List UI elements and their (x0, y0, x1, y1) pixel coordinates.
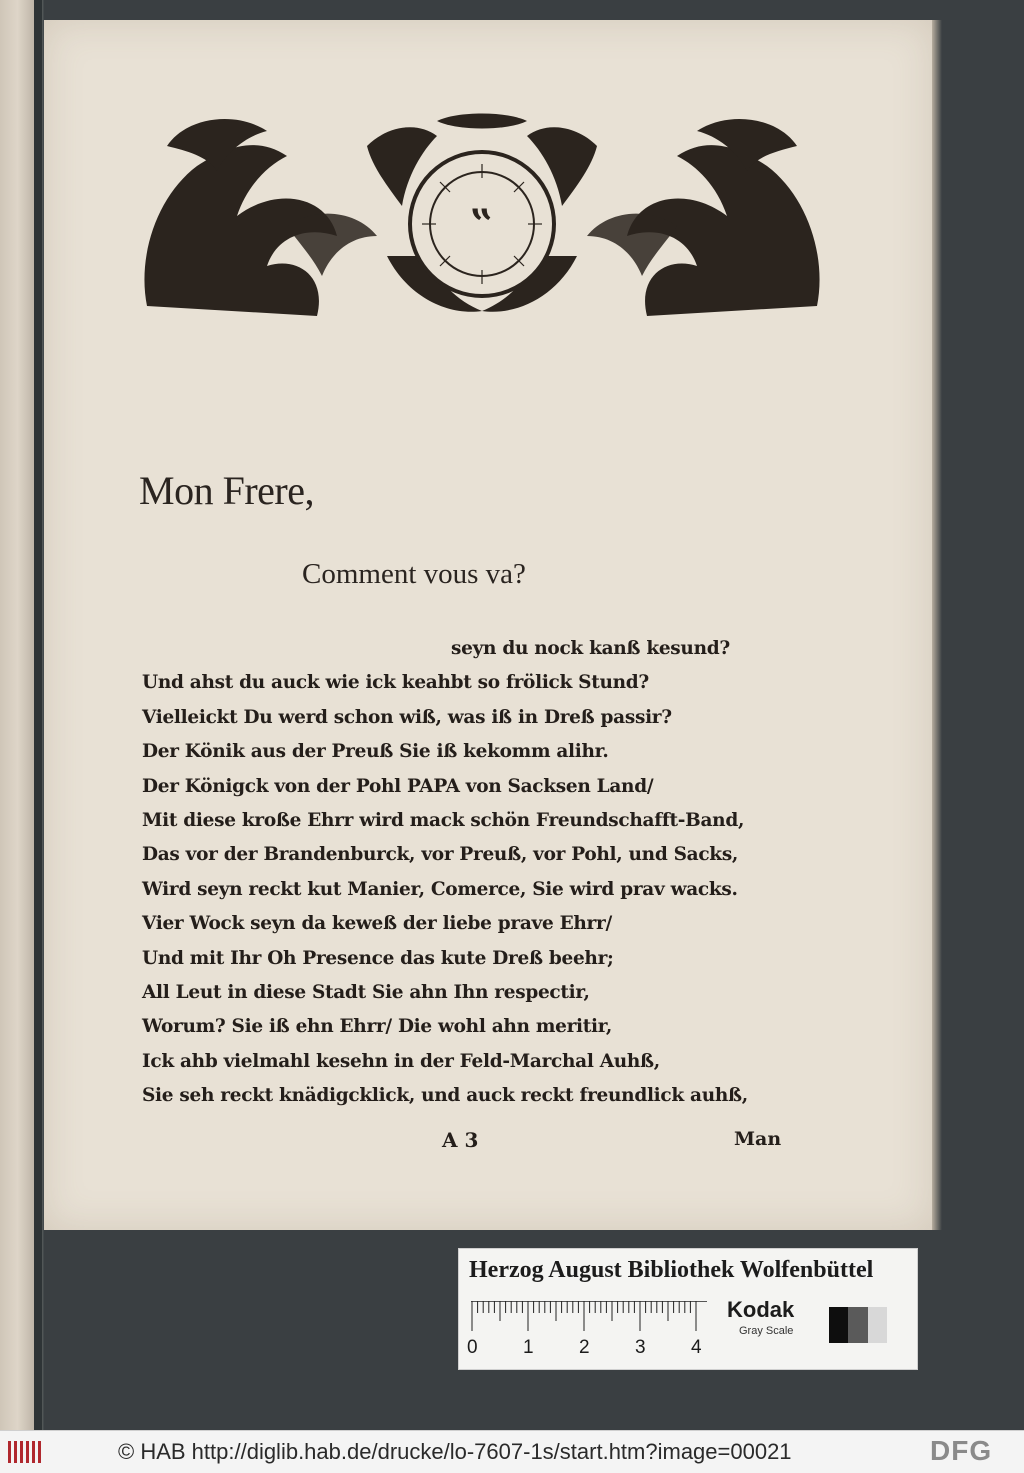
kodak-brand: Kodak (727, 1297, 795, 1322)
library-name: Herzog August Bibliothek Wolfenbüttel (469, 1257, 874, 1283)
verse-line: Vielleickt Du werd schon wiß, was iß in Dreß passir? (142, 706, 672, 728)
verse-line: All Leut in diese Stadt Sie ahn Ihn respectir, (142, 981, 590, 1003)
gray-scale-label: Gray Scale (739, 1325, 794, 1337)
ruler-numbers (467, 1337, 727, 1363)
gray-swatches (829, 1307, 887, 1343)
verse-line: seyn du nock kanß kesund? (451, 638, 730, 659)
verse-line: Das vor der Brandenburck, vor Preuß, vor Pohl, und Sacks, (142, 844, 739, 866)
binding-shadow (34, 0, 42, 1430)
verse-block (142, 632, 842, 1113)
swatch-light (868, 1307, 887, 1343)
swatch-gray (848, 1307, 867, 1343)
ruler-number: 2 (579, 1337, 590, 1358)
verse-line: Der Könik aus der Preuß Sie iß kekomm alihr. (142, 741, 609, 763)
ruler-number: 0 (467, 1337, 478, 1358)
verse-line: Worum? Sie iß ehn Ehrr/ Die wohl ahn meritir, (142, 1016, 612, 1038)
letter-salutation: Mon Frere, (139, 468, 314, 513)
catchword: Man (734, 1128, 782, 1150)
verse-line: Vier Wock seyn da keweß der liebe prave Ehrr/ (142, 913, 612, 935)
hab-logo-icon (8, 1439, 44, 1465)
copyright-url[interactable]: © HAB http://diglib.hab.de/drucke/lo-7607-1s/start.htm?image=00021 (118, 1439, 792, 1464)
dfg-logo: DFG (930, 1435, 993, 1466)
viewer-footer (0, 1430, 1024, 1473)
ruler-number: 3 (635, 1337, 646, 1358)
ruler-number: 1 (523, 1337, 534, 1358)
verse-line: Ick ahb vielmahl kesehn in der Feld-Marchal Auhß, (142, 1050, 660, 1072)
verse-line: Wird seyn reckt kut Manier, Comerce, Sie wird prav wacks. (142, 878, 738, 900)
verse-line: Mit diese kroße Ehrr wird mack schön Freundschafft-Band, (142, 809, 745, 831)
verse-line: Und ahst du auck wie ick keahbt so frölick Stund? (142, 672, 649, 694)
color-reference-card (458, 1248, 918, 1370)
measurement-ruler (471, 1301, 707, 1335)
woodcut-ornament (137, 106, 827, 328)
verse-line: Der Königck von der Pohl PAPA von Sacksen Land/ (142, 775, 654, 797)
svg-text:‟: ‟ (470, 201, 494, 248)
signature-mark: A 3 (442, 1128, 479, 1152)
book-page (44, 20, 932, 1230)
verse-line: Und mit Ihr Oh Presence das kute Dreß beehr; (142, 947, 614, 969)
ruler-number: 4 (691, 1337, 702, 1358)
letter-greeting: Comment vous va? (302, 558, 526, 590)
verse-line: Sie seh reckt knädigcklick, und auck reckt freundlick auhß, (142, 1085, 748, 1107)
page-edge-shadow (932, 20, 942, 1230)
swatch-black (829, 1307, 848, 1343)
